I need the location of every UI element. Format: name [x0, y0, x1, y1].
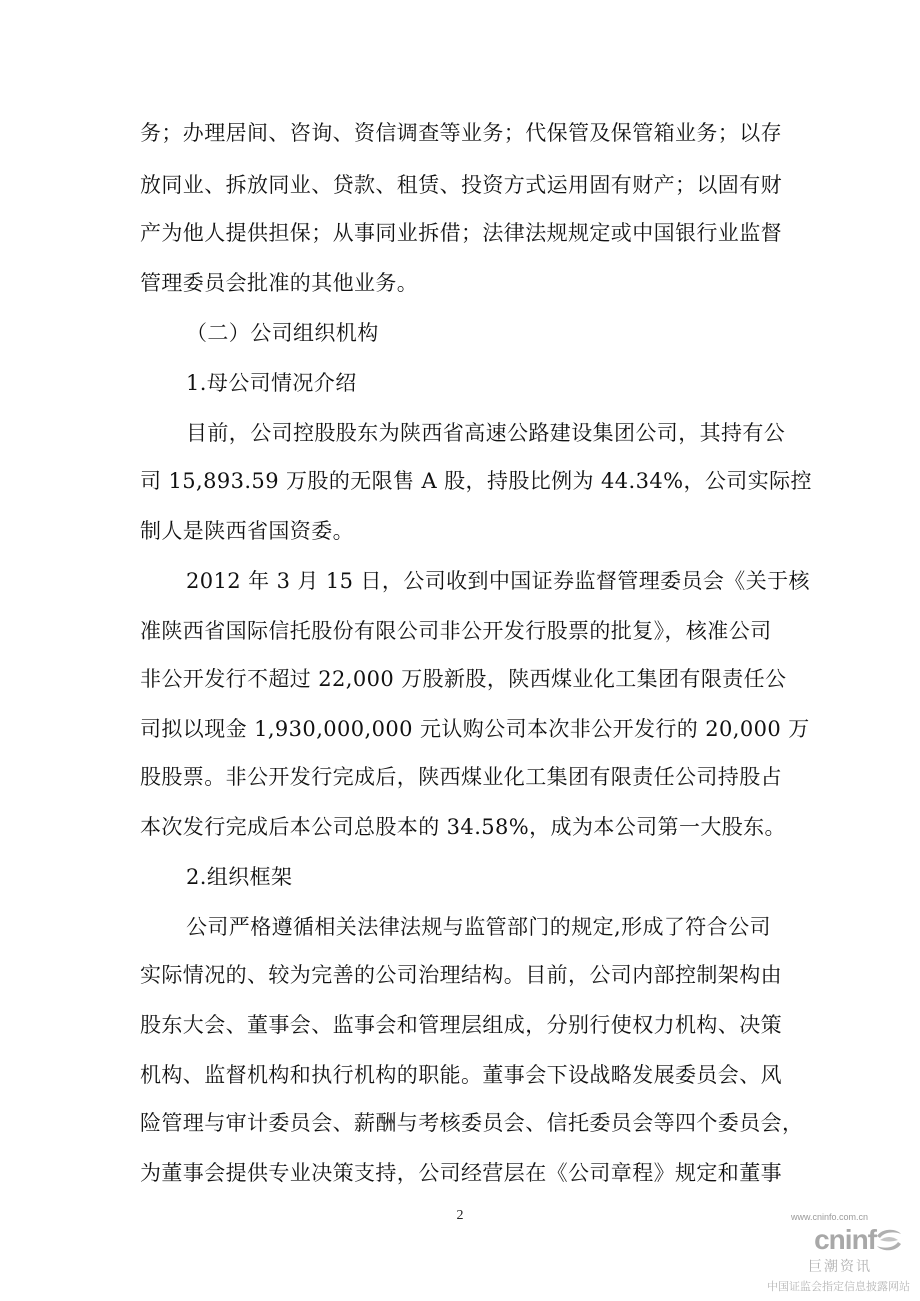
body-line-13: 司拟以现金 1,930,000,000 元认购公司本次非公开发行的 20,000 万 — [140, 717, 810, 741]
cninfo-swirl-icon — [874, 1226, 904, 1254]
body-line-20: 机构、监督机构和执行机构的职能。董事会下设战略发展委员会、风 — [140, 1063, 782, 1087]
body-line-9: 制人是陕西省国资委。 — [140, 519, 354, 543]
watermark-cn-name: 巨潮资讯 — [808, 1259, 872, 1275]
body-line-15: 本次发行完成后本公司总股本的 34.58%，成为本公司第一大股东。 — [140, 815, 786, 839]
body-line-1: 务；办理居间、咨询、资信调查等业务；代保管及保管箱业务；以存 — [140, 121, 782, 145]
body-line-8: 司 15,893.59 万股的无限售 A 股，持股比例为 44.34%，公司实际控 — [140, 469, 812, 493]
cninfo-watermark — [740, 1212, 910, 1297]
body-line-10: 2012 年 3 月 15 日，公司收到中国证券监督管理委员会《关于核 — [186, 569, 810, 593]
subsection-heading-parent-company: 1.母公司情况介绍 — [186, 371, 357, 395]
subsection-heading-org-framework: 2.组织框架 — [186, 865, 293, 889]
cninfo-logo: cninf — [814, 1224, 876, 1255]
body-line-17: 公司严格遵循相关法律法规与监管部门的规定,形成了符合公司 — [186, 915, 771, 939]
watermark-bottom-text: 中国证监会指定信息披露网站 — [767, 1280, 910, 1293]
watermark-url: www.cninfo.com.cn — [790, 1212, 868, 1222]
body-line-4: 管理委员会批准的其他业务。 — [140, 271, 419, 295]
page-number: 2 — [456, 1208, 464, 1223]
body-line-7: 目前，公司控股股东为陕西省高速公路建设集团公司，其持有公 — [186, 421, 786, 445]
body-line-3: 产为他人提供担保；从事同业拆借；法律法规规定或中国银行业监督 — [140, 221, 782, 245]
body-line-14: 股股票。非公开发行完成后，陕西煤业化工集团有限责任公司持股占 — [140, 765, 782, 789]
body-line-11: 准陕西省国际信托股份有限公司非公开发行股票的批复》，核准公司 — [140, 619, 772, 643]
section-heading: （二）公司组织机构 — [186, 321, 379, 345]
body-line-22: 为董事会提供专业决策支持，公司经营层在《公司章程》规定和董事 — [140, 1161, 782, 1185]
body-line-2: 放同业、拆放同业、贷款、租赁、投资方式运用固有财产；以固有财 — [140, 173, 782, 197]
body-line-21: 险管理与审计委员会、薪酬与考核委员会、信托委员会等四个委员会， — [140, 1111, 804, 1135]
body-line-19: 股东大会、董事会、监事会和管理层组成，分别行使权力机构、决策 — [140, 1013, 782, 1037]
body-line-12: 非公开发行不超过 22,000 万股新股，陕西煤业化工集团有限责任公 — [140, 667, 787, 691]
body-line-18: 实际情况的、较为完善的公司治理结构。目前，公司内部控制架构由 — [140, 963, 782, 987]
